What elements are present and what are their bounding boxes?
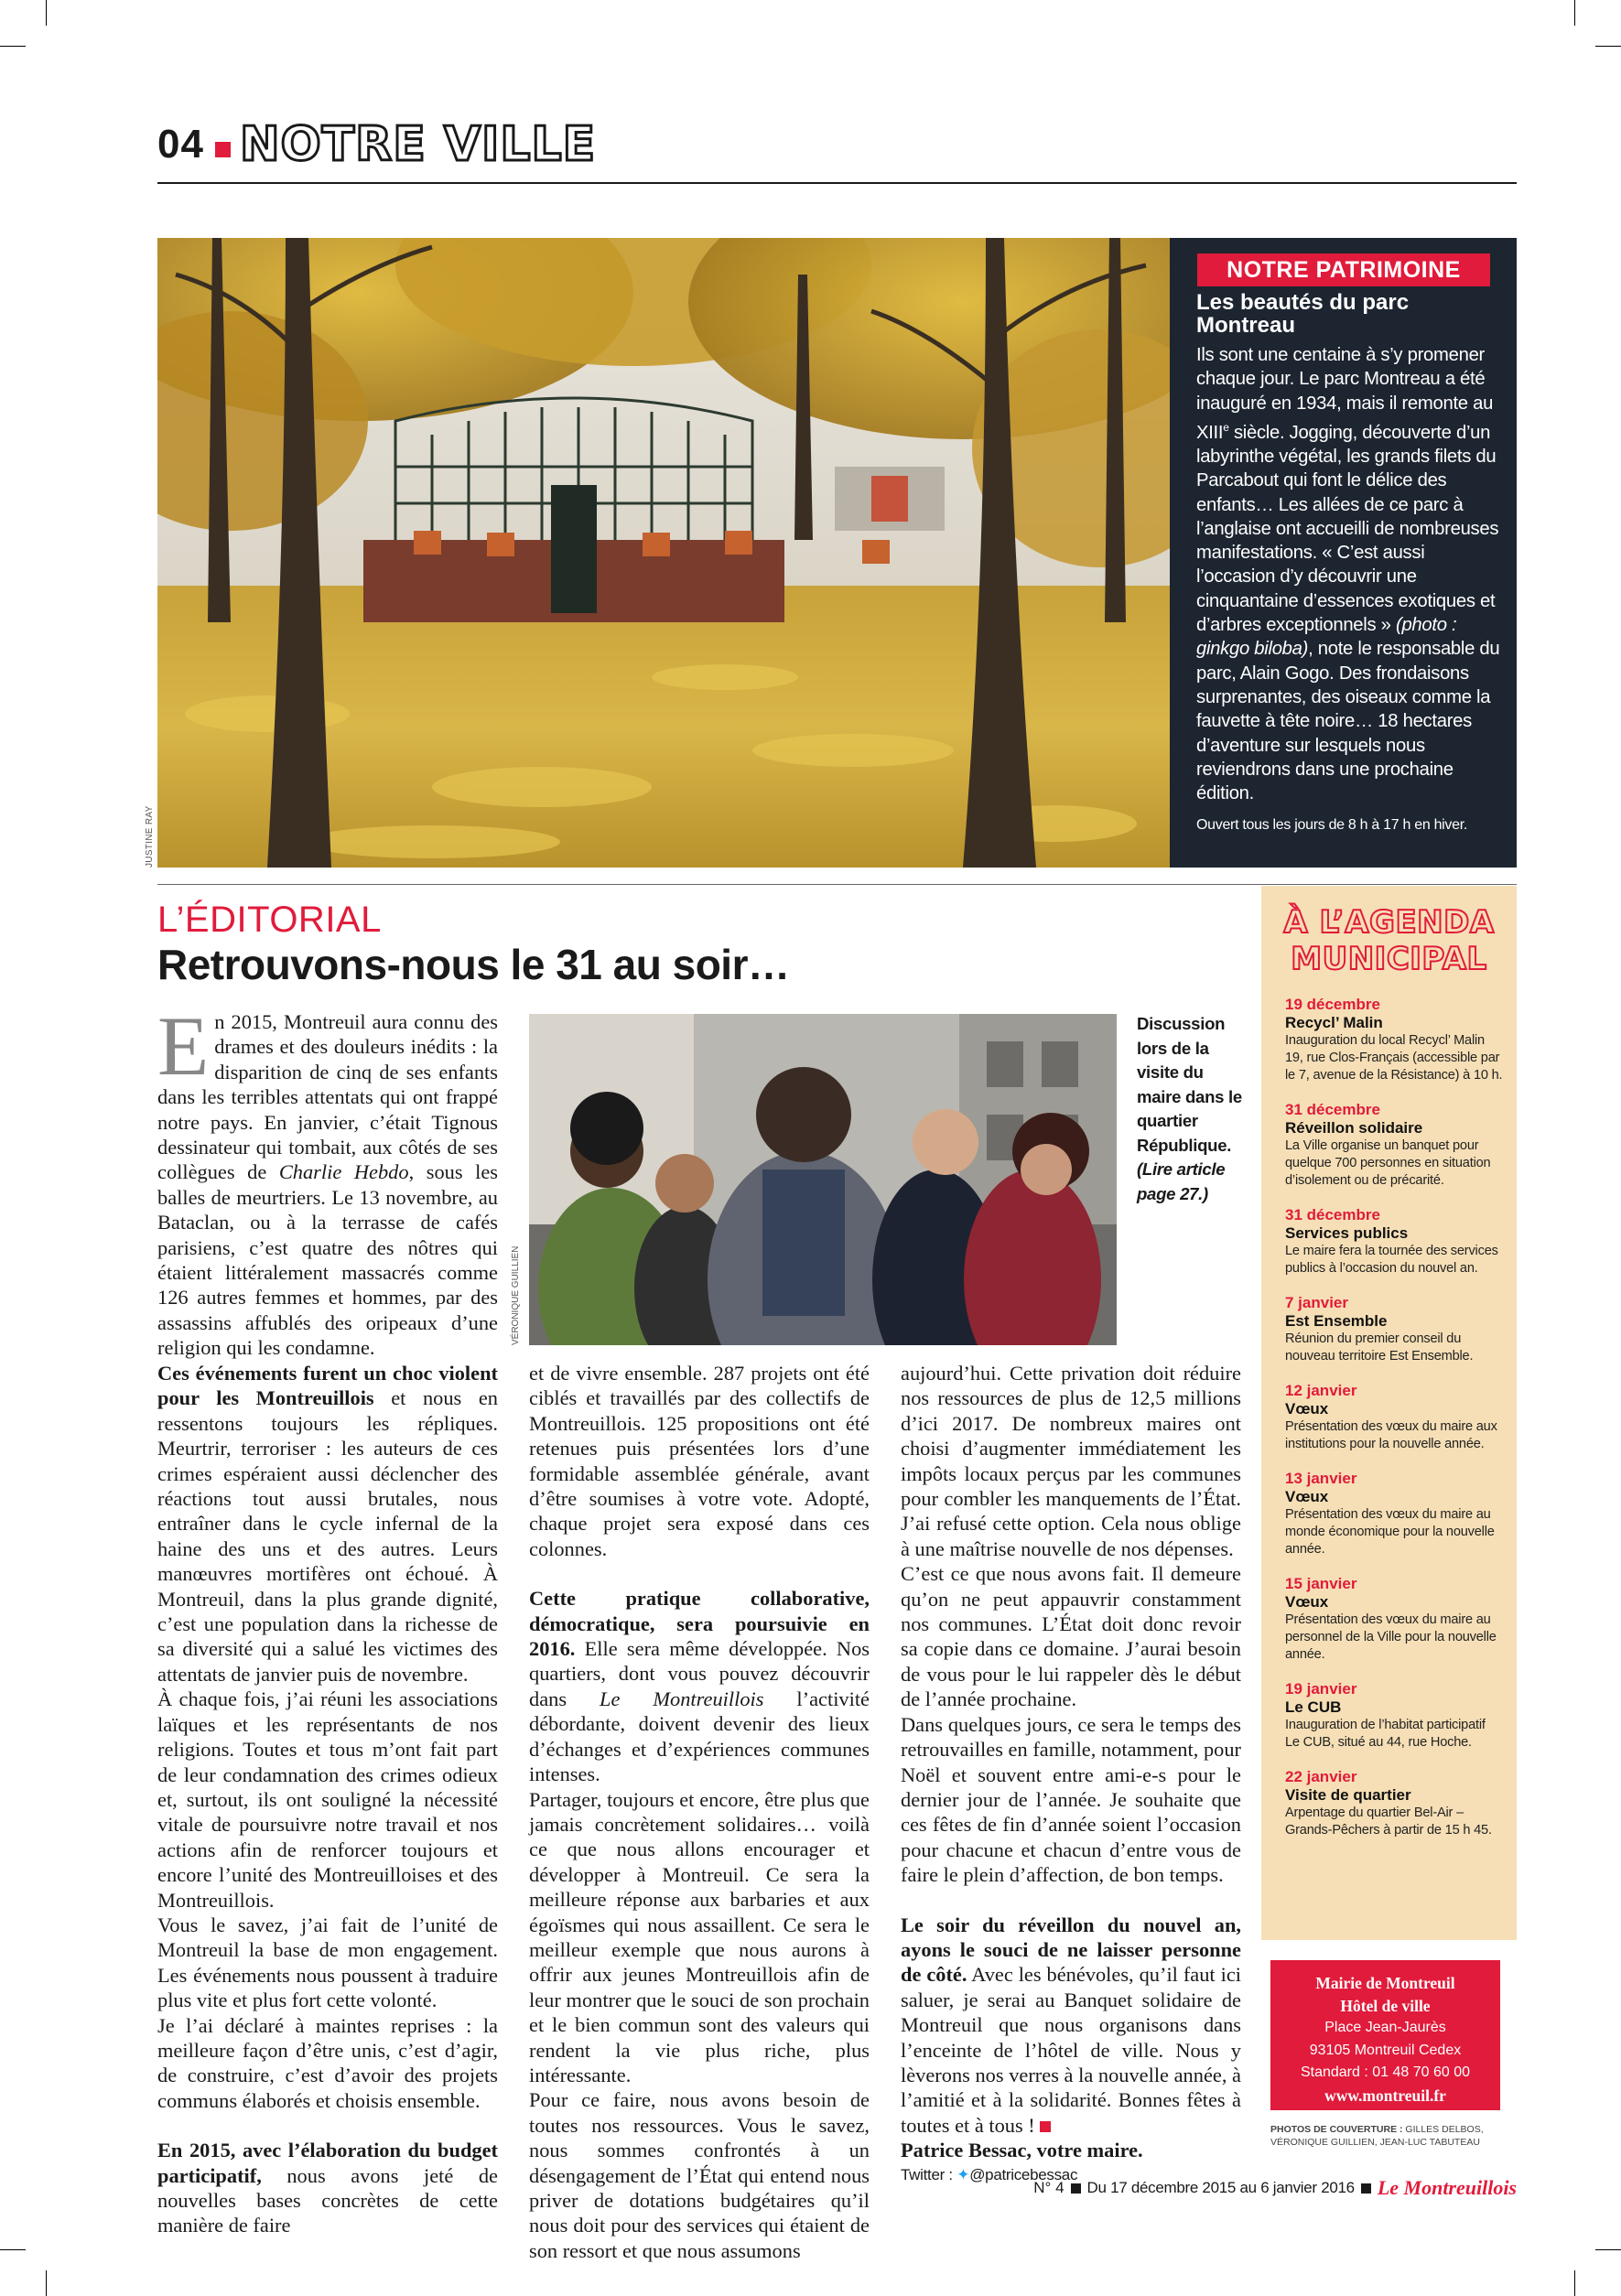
agenda-item	[1285, 1382, 1503, 1453]
patrimoine-panel	[1170, 238, 1517, 868]
agenda-date: 19 janvier	[1285, 1680, 1357, 1698]
editorial-dropcap: E	[157, 999, 210, 1093]
editorial-signature: Patrice Bessac, votre maire.	[901, 2139, 1143, 2162]
header-rule	[157, 182, 1517, 184]
footer-issue: N° 4	[1033, 2179, 1064, 2196]
agenda-desc: Réunion du premier conseil du nouveau territoire Est Ensemble.	[1285, 1331, 1474, 1364]
editorial-col1-p5: Je l’ai déclaré à maintes reprises : la meilleure façon d’être unis, c’est d’agir, de construire, c’est d’avoir des projets communs élaborés et choisis ensemble.	[157, 2013, 498, 2112]
editorial-headline: Retrouvons-nous le 31 au soir…	[157, 941, 790, 988]
editorial-col2-p2-italic: Le Montreuillois	[600, 1687, 764, 1710]
editorial-col2-p4: Pour ce faire, nous avons besoin de toutes nos ressources. Vous le savez, nous sommes confrontés à un désengagement de l’État qui entend nous priver de dotations budgétaires qu’il nous doit pour des services qui étaient de son ressort et que nous assumons	[529, 2088, 870, 2262]
agenda-desc: La Ville organise un banquet pour quelque 700 personnes en situation d’isolement ou de précarité.	[1285, 1138, 1491, 1188]
agenda-date: 13 janvier	[1285, 1470, 1357, 1487]
editorial-col1-p2-bold: Ces événements furent un choc violent pour les Montreuillois	[157, 1362, 498, 1410]
editorial-kicker: L’ÉDITORIAL	[157, 900, 382, 940]
agenda-item	[1285, 1101, 1503, 1190]
footer-square-icon	[1071, 2183, 1081, 2194]
mairie-website[interactable]: www.montreuil.fr	[1324, 2086, 1446, 2105]
crop-mark	[1595, 46, 1621, 47]
inset-caption-text: Discussion lors de la visite du maire dans le quartier République.	[1137, 1014, 1242, 1155]
agenda-item	[1285, 1294, 1503, 1365]
agenda-date: 12 janvier	[1285, 1382, 1357, 1399]
crop-mark	[1574, 0, 1575, 26]
editorial-col3	[901, 1361, 1241, 2187]
crop-mark	[1574, 2270, 1575, 2296]
agenda-desc: Inauguration du local Recycl’ Malin 19, rue Clos-Français (accessible par le 7, avenue de la Résistance) à 10 h.	[1285, 1033, 1503, 1083]
patrimoine-body-italic: (photo : ginkgo biloba)	[1196, 615, 1457, 660]
cover-credits-label: PHOTOS DE COUVERTURE :	[1270, 2124, 1403, 2135]
agenda-event-title: Vœux	[1285, 1593, 1329, 1611]
editorial-col3-p4-bold: Le soir du réveillon du nouvel an, ayons le souci de ne laisser personne de côté.	[901, 1913, 1241, 1987]
agenda-desc: Arpentage du quartier Bel-Air – Grands-Pêchers à partir de 15 h 45.	[1285, 1806, 1492, 1838]
agenda-title	[1261, 904, 1517, 977]
footer-dates: Du 17 décembre 2015 au 6 janvier 2016	[1086, 2179, 1355, 2196]
patrimoine-body-1: Ils sont une centaine à s’y promener chaque jour. Le parc Montreau a été inauguré en 1934, mais il remonte au XIII	[1196, 345, 1494, 443]
cover-credits-names-1: GILLES DELBOS,	[1402, 2124, 1484, 2135]
agenda-event-title: Vœux	[1285, 1400, 1329, 1417]
twitter-handle[interactable]: @patricebessac	[969, 2165, 1078, 2183]
crop-mark	[46, 2270, 47, 2296]
agenda-date: 22 janvier	[1285, 1768, 1357, 1785]
editorial-col1-p6: nous avons jeté de nouvelles bases concrètes de cette manière de faire	[157, 2163, 498, 2237]
agenda-item	[1285, 1575, 1503, 1664]
inset-photo-credit: VÉRONIQUE GUILLIEN	[511, 1245, 521, 1345]
agenda-event-title: Vœux	[1285, 1488, 1329, 1505]
agenda-date: 31 décembre	[1285, 1101, 1380, 1118]
mairie-postcode: 93105 Montreuil Cedex	[1309, 2042, 1462, 2058]
editorial-col1-p6-bold: En 2015, avec l’élaboration du budget participatif,	[157, 2139, 498, 2187]
crop-mark	[46, 0, 47, 26]
agenda-item	[1285, 1768, 1503, 1839]
agenda-event-title: Services publics	[1285, 1224, 1409, 1242]
editorial-col1-p2: et nous en ressentons toujours les répliques. Meurtrir, terroriser : les auteurs de ces crimes espéraient aussi déclencher des réactions tout aussi brutales, nous entraîner dans le cycle infernal de la haine des uns et des autres. Leurs manœuvres mortifères ont échoué. À Montreuil, dans la plus grande dignité, c’est une population dans la richesse de sa diversité qui a salué les victimes des attentats de janvier puis de novembre.	[157, 1386, 498, 1686]
photo-credit: JUSTINE RAY	[145, 805, 155, 868]
agenda-desc: Inauguration de l’habitat participatif Le CUB, situé au 44, rue Hoche.	[1285, 1718, 1486, 1750]
inset-caption-ref: (Lire article page 27.)	[1137, 1159, 1226, 1203]
inset-photo-illustration	[529, 1014, 1117, 1345]
mairie-box	[1270, 1960, 1500, 2110]
agenda-item	[1285, 996, 1503, 1084]
crop-mark	[1595, 2249, 1621, 2250]
patrimoine-hours: Ouvert tous les jours de 8 h à 17 h en hiver.	[1196, 817, 1468, 833]
agenda-date: 19 décembre	[1285, 996, 1380, 1013]
twitter-bird-icon: ✦	[956, 2165, 970, 2183]
agenda-title-line2: MUNICIPAL	[1291, 941, 1487, 977]
end-square-icon	[1040, 2121, 1051, 2132]
editorial-col2-p2-bold: Cette pratique collaborative, démocratique, sera poursuivie en 2016.	[529, 1587, 870, 1661]
patrimoine-body-2: siècle. Jogging, découverte d’un labyrinthe végétal, les grands filets du Parcabout qui font le délice des enfants… Les allées de ce parc à l’anglaise ont accueilli de nombreuses manifestations. « C’est aussi l’occasion d’y découvrir une cinquantaine d’essences exotiques et d’arbres exceptionnels »	[1196, 422, 1499, 636]
mairie-building: Hôtel de ville	[1340, 1996, 1431, 2015]
crop-mark	[0, 2249, 26, 2250]
agenda-desc: Présentation des vœux du maire aux institutions pour la nouvelle année.	[1285, 1419, 1497, 1451]
section-title: NOTRE VILLE	[239, 117, 597, 172]
footer	[978, 2176, 1517, 2200]
patrimoine-body	[1196, 343, 1500, 805]
agenda-event-title: Le CUB	[1285, 1698, 1342, 1716]
editorial-col2-p3: Partager, toujours et encore, être plus que jamais concrètement solidaires… voilà ce que nous allons encourager et développer à Montreuil. Ce sera la meilleure réponse aux barbaries et aux égoïsmes qui nous assaillent. Ce sera le meilleur exemple que nous aurons à offrir aux jeunes Montreuillois afin de leur montrer que le souci de son prochain et le bien commun sont des valeurs qui rendent la vie plus riche, plus intéressante.	[529, 1787, 870, 2086]
editorial-col1-p3: À chaque fois, j’ai réuni les associations laïques et les représentants de nos religions. Toutes et tous m’ont fait part de leur condamnation des crimes odieux et, surtout, ils ont souligné la nécessité vitale de poursuivre notre travail et nos actions afin de renforcer toujours et encore l’unité des Montreuilloises et des Montreuillois.	[157, 1687, 498, 1912]
patrimoine-title: Les beautés du parc Montreau	[1196, 290, 1410, 338]
editorial-col2-p2: Elle sera même développée. Nos quartiers, dont vous pouvez découvrir dans	[529, 1637, 870, 1710]
page-number: 04	[157, 122, 204, 167]
editorial-col1	[157, 1361, 498, 2238]
agenda-desc: Le maire fera la tournée des services publics à l’occasion du nouvel an.	[1285, 1244, 1498, 1276]
editorial-col1-p1-italic: Charlie Hebdo	[278, 1160, 409, 1184]
editorial-col3-p1: aujourd’hui. Cette privation doit réduire nos ressources de plus de 12,5 millions d’ici 2017. De nombreux maires ont choisi d’augmenter immédiatement les impôts locaux perçus par les communes pour combler les manquements de l’État. J’ai refusé cette option. Cela nous oblige à une maîtrise nouvelle de nos dépenses.	[901, 1362, 1241, 1560]
cover-credits	[1270, 2123, 1527, 2149]
twitter-label: Twitter :	[901, 2165, 953, 2183]
editorial-col1-p1-end: , sous les balles de meurtriers. Le 13 novembre, au Bataclan, ou à la terrasse de cafés parisiens, c’est quatre des nôtres qui étaient littéralement massacrés comme 126 autres femmes et hommes, par des assassins affublés des oripeaux d’une religion qui les condamne.	[157, 1160, 499, 1360]
park-photo-illustration	[157, 238, 1170, 868]
agenda-event-title: Visite de quartier	[1285, 1786, 1411, 1804]
agenda-date: 31 décembre	[1285, 1206, 1380, 1223]
agenda-list	[1285, 996, 1503, 1856]
footer-square-icon	[1361, 2183, 1371, 2194]
editorial-col3-p2: C’est ce que nous avons fait. Il demeure qu’on ne peut appauvrir constamment nos communes. L’État doit donc revoir sa copie dans ce domaine. J’aurai besoin de vous pour le lui rappeler dès le début de l’année prochaine.	[901, 1562, 1241, 1711]
mairie-phone: Standard : 01 48 70 60 00	[1300, 2064, 1471, 2080]
agenda-title-line1: À L’AGENDA	[1283, 904, 1495, 941]
editorial-col1-top	[157, 999, 499, 1361]
page-header	[157, 117, 596, 172]
agenda-event-title: Est Ensemble	[1285, 1312, 1388, 1330]
editorial-col2-p2-end: l’activité débordante, doivent devenir des lieux d’échanges et d’expériences communes intenses.	[529, 1687, 870, 1786]
agenda-date: 15 janvier	[1285, 1575, 1357, 1592]
agenda-sidebar	[1261, 886, 1517, 1940]
patrimoine-body-sup: e	[1223, 420, 1229, 434]
agenda-event-title: Réveillon solidaire	[1285, 1119, 1423, 1137]
mairie-name: Mairie de Montreuil	[1315, 1974, 1455, 1992]
editorial-col2-p1: et de vivre ensemble. 287 projets ont été ciblés et travaillés par des collectifs de Montreuillois. 125 propositions ont été retenues puis présentées lors d’une formidable assemblée générale, avant d’être soumises à votre vote. Adopté, chaque projet sera exposé dans ces colonnes.	[529, 1362, 870, 1560]
agenda-desc: Présentation des vœux du maire au monde économique pour la nouvelle année.	[1285, 1507, 1495, 1557]
mairie-address: Place Jean-Jaurès	[1324, 2020, 1446, 2035]
agenda-item	[1285, 1470, 1503, 1558]
editorial-col2	[529, 1361, 870, 2263]
editorial-col3-p3: Dans quelques jours, ce sera le temps des retrouvailles en famille, notamment, pour Noël et souvent entre ami-e-s pour le dernier jour de l’année. Je souhaite que ces fêtes de fin d’année soient l’occasion pour chacune et chacun d’entre vous de faire le plein d’affection, de bon temps.	[901, 1712, 1241, 1887]
section-divider	[157, 884, 1517, 885]
inset-photo	[529, 1014, 1117, 1345]
inset-caption	[1137, 1012, 1245, 1206]
patrimoine-body-3: , note le responsable du parc, Alain Gogo. Des frondaisons surprenantes, des oiseaux comme la fauvette à tête noire… 18 hectares d’aventure sur lesquels nous reviendrons dans une prochaine édition.	[1196, 639, 1500, 804]
agenda-date: 7 janvier	[1285, 1294, 1348, 1311]
editorial-col1-p4: Vous le savez, j’ai fait de l’unité de Montreuil la base de mon engagement. Les événements nous poussent à traduire plus vite et plus fort cette volonté.	[157, 1913, 498, 2012]
crop-mark	[0, 46, 26, 47]
editorial-col1-p1: n 2015, Montreuil aura connu des drames et des douleurs inédits : la disparition de cinq de ses enfants dans les terribles attentats qui ont frappé notre pays. En janvier, c’était Tignous dessinateur qui tombait, aux côtés de ses collègues de	[157, 1010, 498, 1184]
agenda-event-title: Recycl’ Malin	[1285, 1014, 1383, 1031]
park-photo	[157, 238, 1170, 868]
cover-credits-names-2: VÉRONIQUE GUILLIEN, JEAN-LUC TABUTEAU	[1270, 2137, 1480, 2148]
patrimoine-tag: NOTRE PATRIMOINE	[1197, 253, 1490, 286]
agenda-item	[1285, 1206, 1503, 1277]
header-square-icon	[215, 142, 231, 157]
footer-publication: Le Montreuillois	[1377, 2176, 1517, 2199]
editorial-col3-p4: Avec les bénévoles, qu’il faut ici saluer, je serai au Banquet solidaire de Montreuil que nous organisons dans l’enceinte de l’hôtel de ville. Nous y lèverons nos verres à la nouvelle année, à l’amitié et à la solidarité. Bonnes fêtes à toutes et à tous !	[901, 1963, 1241, 2137]
agenda-item	[1285, 1680, 1503, 1752]
agenda-desc: Présentation des vœux du maire au personnel de la Ville pour la nouvelle année.	[1285, 1612, 1497, 1662]
